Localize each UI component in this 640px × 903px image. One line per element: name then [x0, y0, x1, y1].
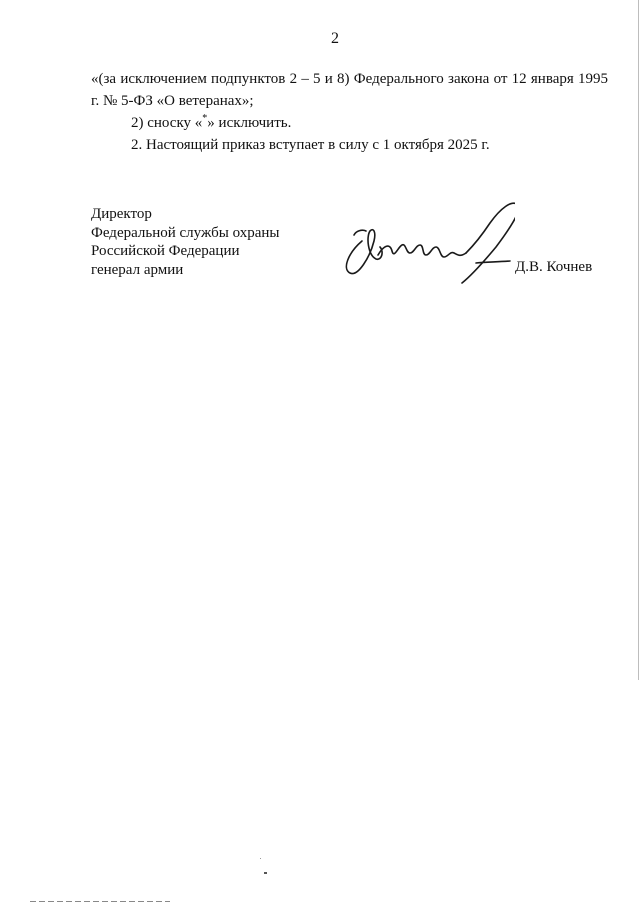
scan-speck [264, 872, 267, 874]
page-number: 2 [331, 30, 339, 47]
footnote-text-before: 2) сноску « [131, 115, 203, 131]
scan-bottom-edge [30, 901, 170, 902]
footnote-text-after: » исключить. [207, 115, 292, 131]
page-edge-line [638, 0, 639, 680]
signatory-rank: генерал армии [91, 261, 184, 278]
handwritten-signature [340, 195, 515, 290]
paragraph-veterans-law: «(за исключением подпунктов 2 – 5 и 8) Федерального закона от 12 января 1995 г. № 5-ФЗ «О ветеранах»; [91, 71, 608, 109]
signatory-country: Российской Федерации [91, 243, 240, 259]
paragraph-effective-date: 2. Настоящий приказ вступает в силу с 1 октября 2025 г. [131, 137, 490, 153]
scan-speck [260, 858, 261, 859]
signatory-name: Д.В. Кочнев [515, 259, 593, 275]
signatory-title: Директор [91, 206, 152, 222]
footnote-asterisk: * [202, 113, 208, 124]
signatory-position-block [91, 205, 279, 279]
signatory-agency: Федеральной службы охраны [91, 224, 280, 241]
paragraph-footnote-removal [91, 112, 608, 134]
